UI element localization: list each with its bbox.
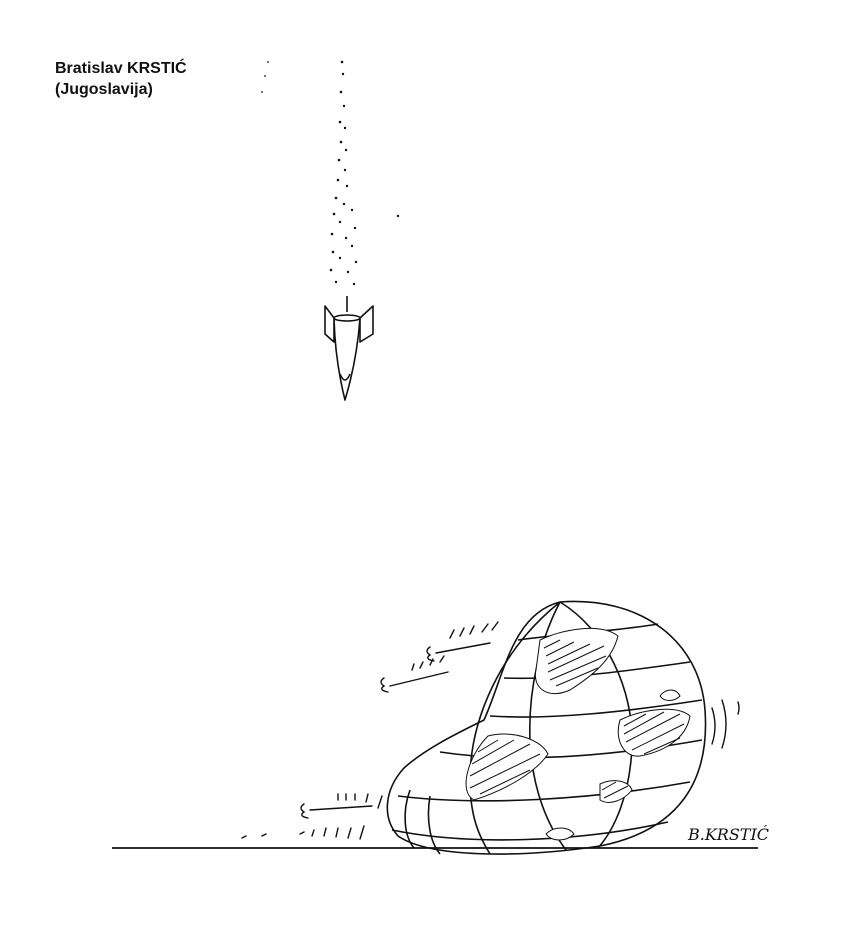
bomb-icon xyxy=(325,296,373,400)
bomb-trail xyxy=(261,61,399,285)
globe-icon xyxy=(387,601,705,854)
artist-signature: B.KRSTIĆ xyxy=(688,825,770,844)
artist-name: Bratislav KRSTIĆ xyxy=(55,60,187,77)
artist-country: (Jugoslavija) xyxy=(55,81,153,98)
